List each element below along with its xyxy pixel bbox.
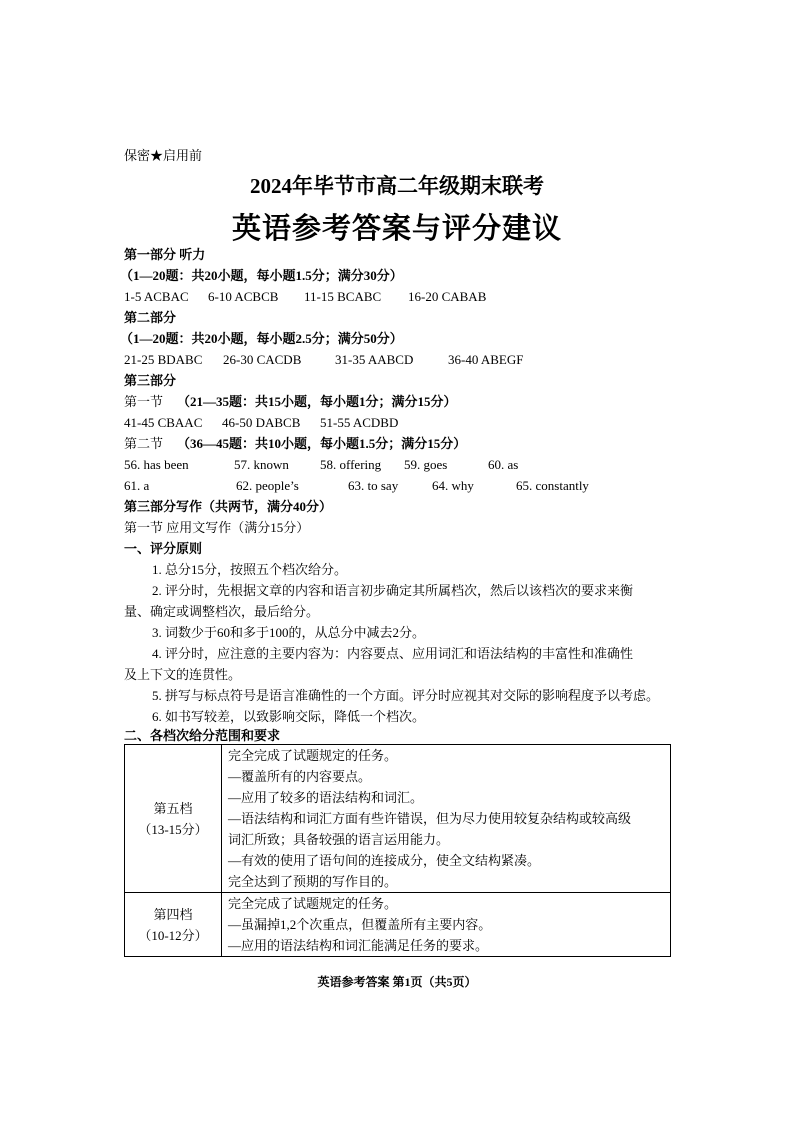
part3-answers-row2 bbox=[124, 477, 589, 495]
table-row bbox=[125, 745, 671, 893]
answer-item: 56. has been bbox=[124, 457, 189, 472]
answer-group: 21-25 BDABC bbox=[124, 352, 203, 367]
principles-heading: 一、评分原则 bbox=[124, 541, 203, 556]
answer-group: 31-35 AABCD bbox=[335, 352, 414, 367]
answer-item: 57. known bbox=[234, 457, 289, 472]
requirement-line: —应用了较多的语法结构和词汇。 bbox=[228, 790, 424, 805]
requirement-line: 完全达到了预期的写作目的。 bbox=[228, 874, 398, 889]
principle-line: 2. 评分时，先根据文章的内容和语言初步确定其所属档次，然后以该档次的要求来衡 bbox=[152, 583, 634, 598]
writing-heading: 第三部分写作（共两节，满分40分） bbox=[124, 499, 333, 514]
answer-item: 61. a bbox=[124, 478, 150, 493]
part2-scoring: （1—20题：共20小题，每小题2.5分；满分50分） bbox=[120, 331, 403, 346]
answer-group: 1-5 ACBAC bbox=[124, 289, 189, 304]
part2-heading: 第二部分 bbox=[124, 310, 177, 325]
answer-item: 63. to say bbox=[348, 478, 399, 493]
principle-1: 1. 总分15分，按照五个档次给分。 bbox=[152, 562, 348, 577]
level-name: 第四档 bbox=[153, 906, 193, 922]
requirement-line: 完全完成了试题规定的任务。 bbox=[228, 896, 398, 911]
part1-answers bbox=[124, 288, 486, 306]
requirement-line: —覆盖所有的内容要点。 bbox=[228, 769, 372, 784]
answer-group: 6-10 ACBCB bbox=[208, 289, 279, 304]
section-scoring: （21—35题：共15小题，每小题1分；满分15分） bbox=[177, 394, 457, 409]
principle-line: 量、确定或调整档次，最后给分。 bbox=[124, 604, 320, 619]
answer-item: 62. people’s bbox=[236, 478, 299, 493]
answer-item: 65. constantly bbox=[516, 478, 589, 493]
principle-line: 4. 评分时，应注意的主要内容为：内容要点、应用词汇和语法结构的丰富性和准确性 bbox=[152, 646, 634, 661]
level-name: 第五档 bbox=[153, 800, 193, 816]
answer-group: 41-45 CBAAC bbox=[124, 415, 203, 430]
answer-group: 46-50 DABCB bbox=[222, 415, 301, 430]
principle-6: 6. 如书写较差，以致影响交际，降低一个档次。 bbox=[152, 709, 426, 724]
level-cell bbox=[125, 893, 222, 957]
principle-line: 及上下文的连贯性。 bbox=[124, 667, 242, 682]
section-label: 第二节 bbox=[124, 436, 164, 451]
principle-4 bbox=[124, 643, 670, 685]
principle-3: 3. 词数少于60和多于100的，从总分中减去2分。 bbox=[152, 625, 426, 640]
table-row bbox=[125, 893, 671, 957]
answer-item: 60. as bbox=[488, 457, 519, 472]
part2-answers bbox=[124, 351, 523, 369]
exam-title: 2024年毕节市高二年级期末联考 bbox=[250, 174, 544, 198]
grading-table bbox=[124, 744, 671, 957]
writing-section1: 第一节 应用文写作（满分15分） bbox=[124, 520, 310, 535]
requirement-line: —有效的使用了语句间的连接成分，使全文结构紧凑。 bbox=[228, 853, 541, 868]
requirement-line: —应用的语法结构和词汇能满足任务的要求。 bbox=[228, 938, 489, 953]
answer-group: 26-30 CACDB bbox=[223, 352, 302, 367]
requirement-line: 词汇所致；具备较强的语言运用能力。 bbox=[228, 832, 450, 847]
levels-heading: 二、各档次给分范围和要求 bbox=[124, 728, 281, 743]
answer-group: 11-15 BCABC bbox=[304, 289, 382, 304]
part3-answers-row1 bbox=[124, 456, 518, 474]
part3-section1 bbox=[124, 393, 457, 411]
document-title: 英语参考答案与评分建议 bbox=[231, 213, 562, 245]
part1-scoring: （1—20题：共20小题，每小题1.5分；满分30分） bbox=[120, 268, 403, 283]
part3-section2 bbox=[124, 435, 466, 453]
answer-item: 59. goes bbox=[404, 457, 448, 472]
requirement-line: —虽漏掉1,2个次重点，但覆盖所有主要内容。 bbox=[228, 917, 492, 932]
principle-2 bbox=[124, 580, 670, 622]
level-range: （10-12分） bbox=[138, 927, 208, 943]
answer-item: 64. why bbox=[432, 478, 474, 493]
page-footer: 英语参考答案 第1页（共5页） bbox=[317, 975, 477, 989]
level-cell bbox=[125, 745, 222, 893]
part3-heading: 第三部分 bbox=[124, 373, 177, 388]
part1-heading: 第一部分 听力 bbox=[124, 247, 206, 262]
requirement-line: —语法结构和词汇方面有些许错误，但为尽力使用较复杂结构或较高级 bbox=[228, 811, 632, 826]
section-scoring: （36—45题：共10小题，每小题1.5分；满分15分） bbox=[177, 436, 467, 451]
answer-group: 36-40 ABEGF bbox=[448, 352, 524, 367]
requirement-line: 完全完成了试题规定的任务。 bbox=[228, 748, 398, 763]
requirements-cell bbox=[222, 745, 671, 893]
part3-section1-answers bbox=[124, 414, 398, 432]
confidential-label: 保密★启用前 bbox=[124, 148, 203, 163]
level-range: （13-15分） bbox=[138, 821, 208, 837]
principle-5: 5. 拼写与标点符号是语言准确性的一个方面。评分时应视其对交际的影响程度予以考虑。 bbox=[152, 688, 660, 703]
answer-item: 58. offering bbox=[320, 457, 382, 472]
section-label: 第一节 bbox=[124, 394, 164, 409]
answer-group: 51-55 ACDBD bbox=[320, 415, 399, 430]
answer-group: 16-20 CABAB bbox=[408, 289, 487, 304]
requirements-cell bbox=[222, 893, 671, 957]
